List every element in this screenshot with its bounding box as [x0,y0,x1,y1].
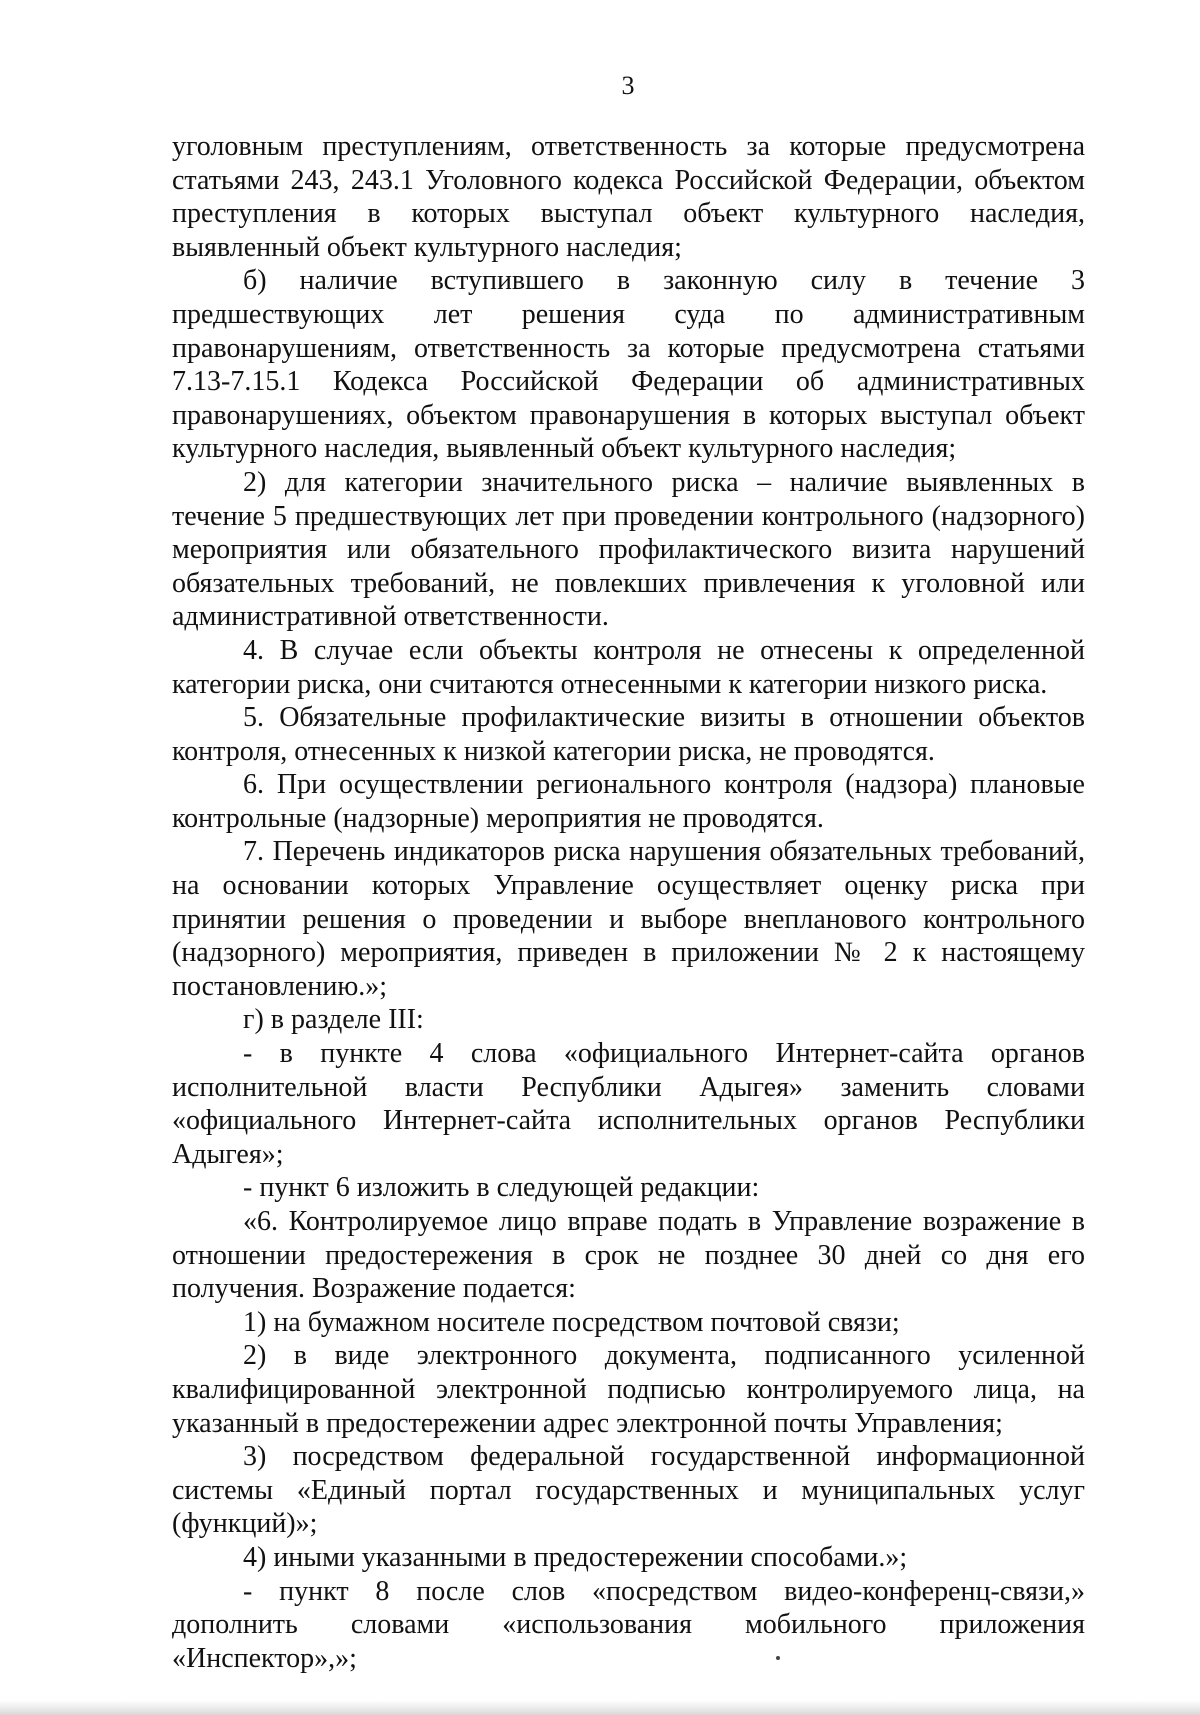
paragraph: «6. Контролируемое лицо вправе подать в Управление возражение в отношении предостережения в срок не позднее 30 дней со дня его получения. Возражение подается: [172,1206,1085,1305]
scan-speck [776,1656,780,1660]
page-number: 3 [621,71,635,100]
scan-bottom-edge [0,1700,1200,1715]
paragraph: - пункт 8 после слов «посредством видео-конференц-связи,» дополнить словами «использования мобильного приложения «Инспектор»,»; [172,1575,1085,1674]
paragraph: уголовным преступлениям, ответственность за которые предусмотрена статьями 243, 243.1 Уголовного кодекса Российской Федерации, объектом преступления в которых выступал объект культурного наследия, выявленный объект культурного наследия; [172,131,1085,263]
paragraph: б) наличие вступившего в законную силу в течение 3 предшествующих лет решения суда по административным правонарушениям, ответственность за которые предусмотрена статьями 7.13-7.15.1 Кодекса Российской Федерации об административных правонарушениях, объектом правонарушения в которых выступал объект культурного наследия, выявленный объект культурного наследия; [172,265,1085,465]
paragraph: 3) посредством федеральной государственной информационной системы «Единый портал государственных и муниципальных услуг (функций)»; [172,1441,1085,1540]
paragraph: 1) на бумажном носителе посредством почтовой связи; [243,1306,900,1338]
paragraph: 6. При осуществлении регионального контроля (надзора) плановые контрольные (надзорные) мероприятия не проводятся. [172,769,1085,834]
paragraph: 5. Обязательные профилактические визиты в отношении объектов контроля, отнесенных к низкой категории риска, не проводятся. [172,702,1085,767]
document-body [172,130,1085,1675]
paragraph: 4) иными указанными в предостережении способами.»; [243,1541,908,1573]
paragraph: 4. В случае если объекты контроля не отнесены к определенной категории риска, они считаются отнесенными к категории низкого риска. [172,634,1085,700]
paragraph: 2) для категории значительного риска – наличие выявленных в течение 5 предшествующих лет при проведении контрольного (надзорного) мероприятия или обязательного профилактического визита нарушений обязательных требований, не повлекших привлечения к уголовной или административной ответственности. [172,466,1085,633]
paragraph: 2) в виде электронного документа, подписанного усиленной квалифицированной электронной подписью контролируемого лица, на указанный в предостережении адрес электронной почты Управления; [172,1340,1085,1439]
paragraph: г) в разделе III: [243,1004,424,1036]
paragraph: - в пункте 4 слова «официального Интернет-сайта органов исполнительной власти Республики Адыгея» заменить словами «официального Интернет-сайта исполнительных органов Республики Адыгея»; [172,1038,1085,1170]
paragraph: - пункт 6 изложить в следующей редакции: [243,1172,760,1204]
paragraph: 7. Перечень индикаторов риска нарушения обязательных требований, на основании которых Управление осуществляет оценку риска при принятии решения о проведении и выборе внепланового контрольного (надзорного) мероприятия, приведен в приложении № 2 к настоящему постановлению.»; [172,836,1085,1002]
